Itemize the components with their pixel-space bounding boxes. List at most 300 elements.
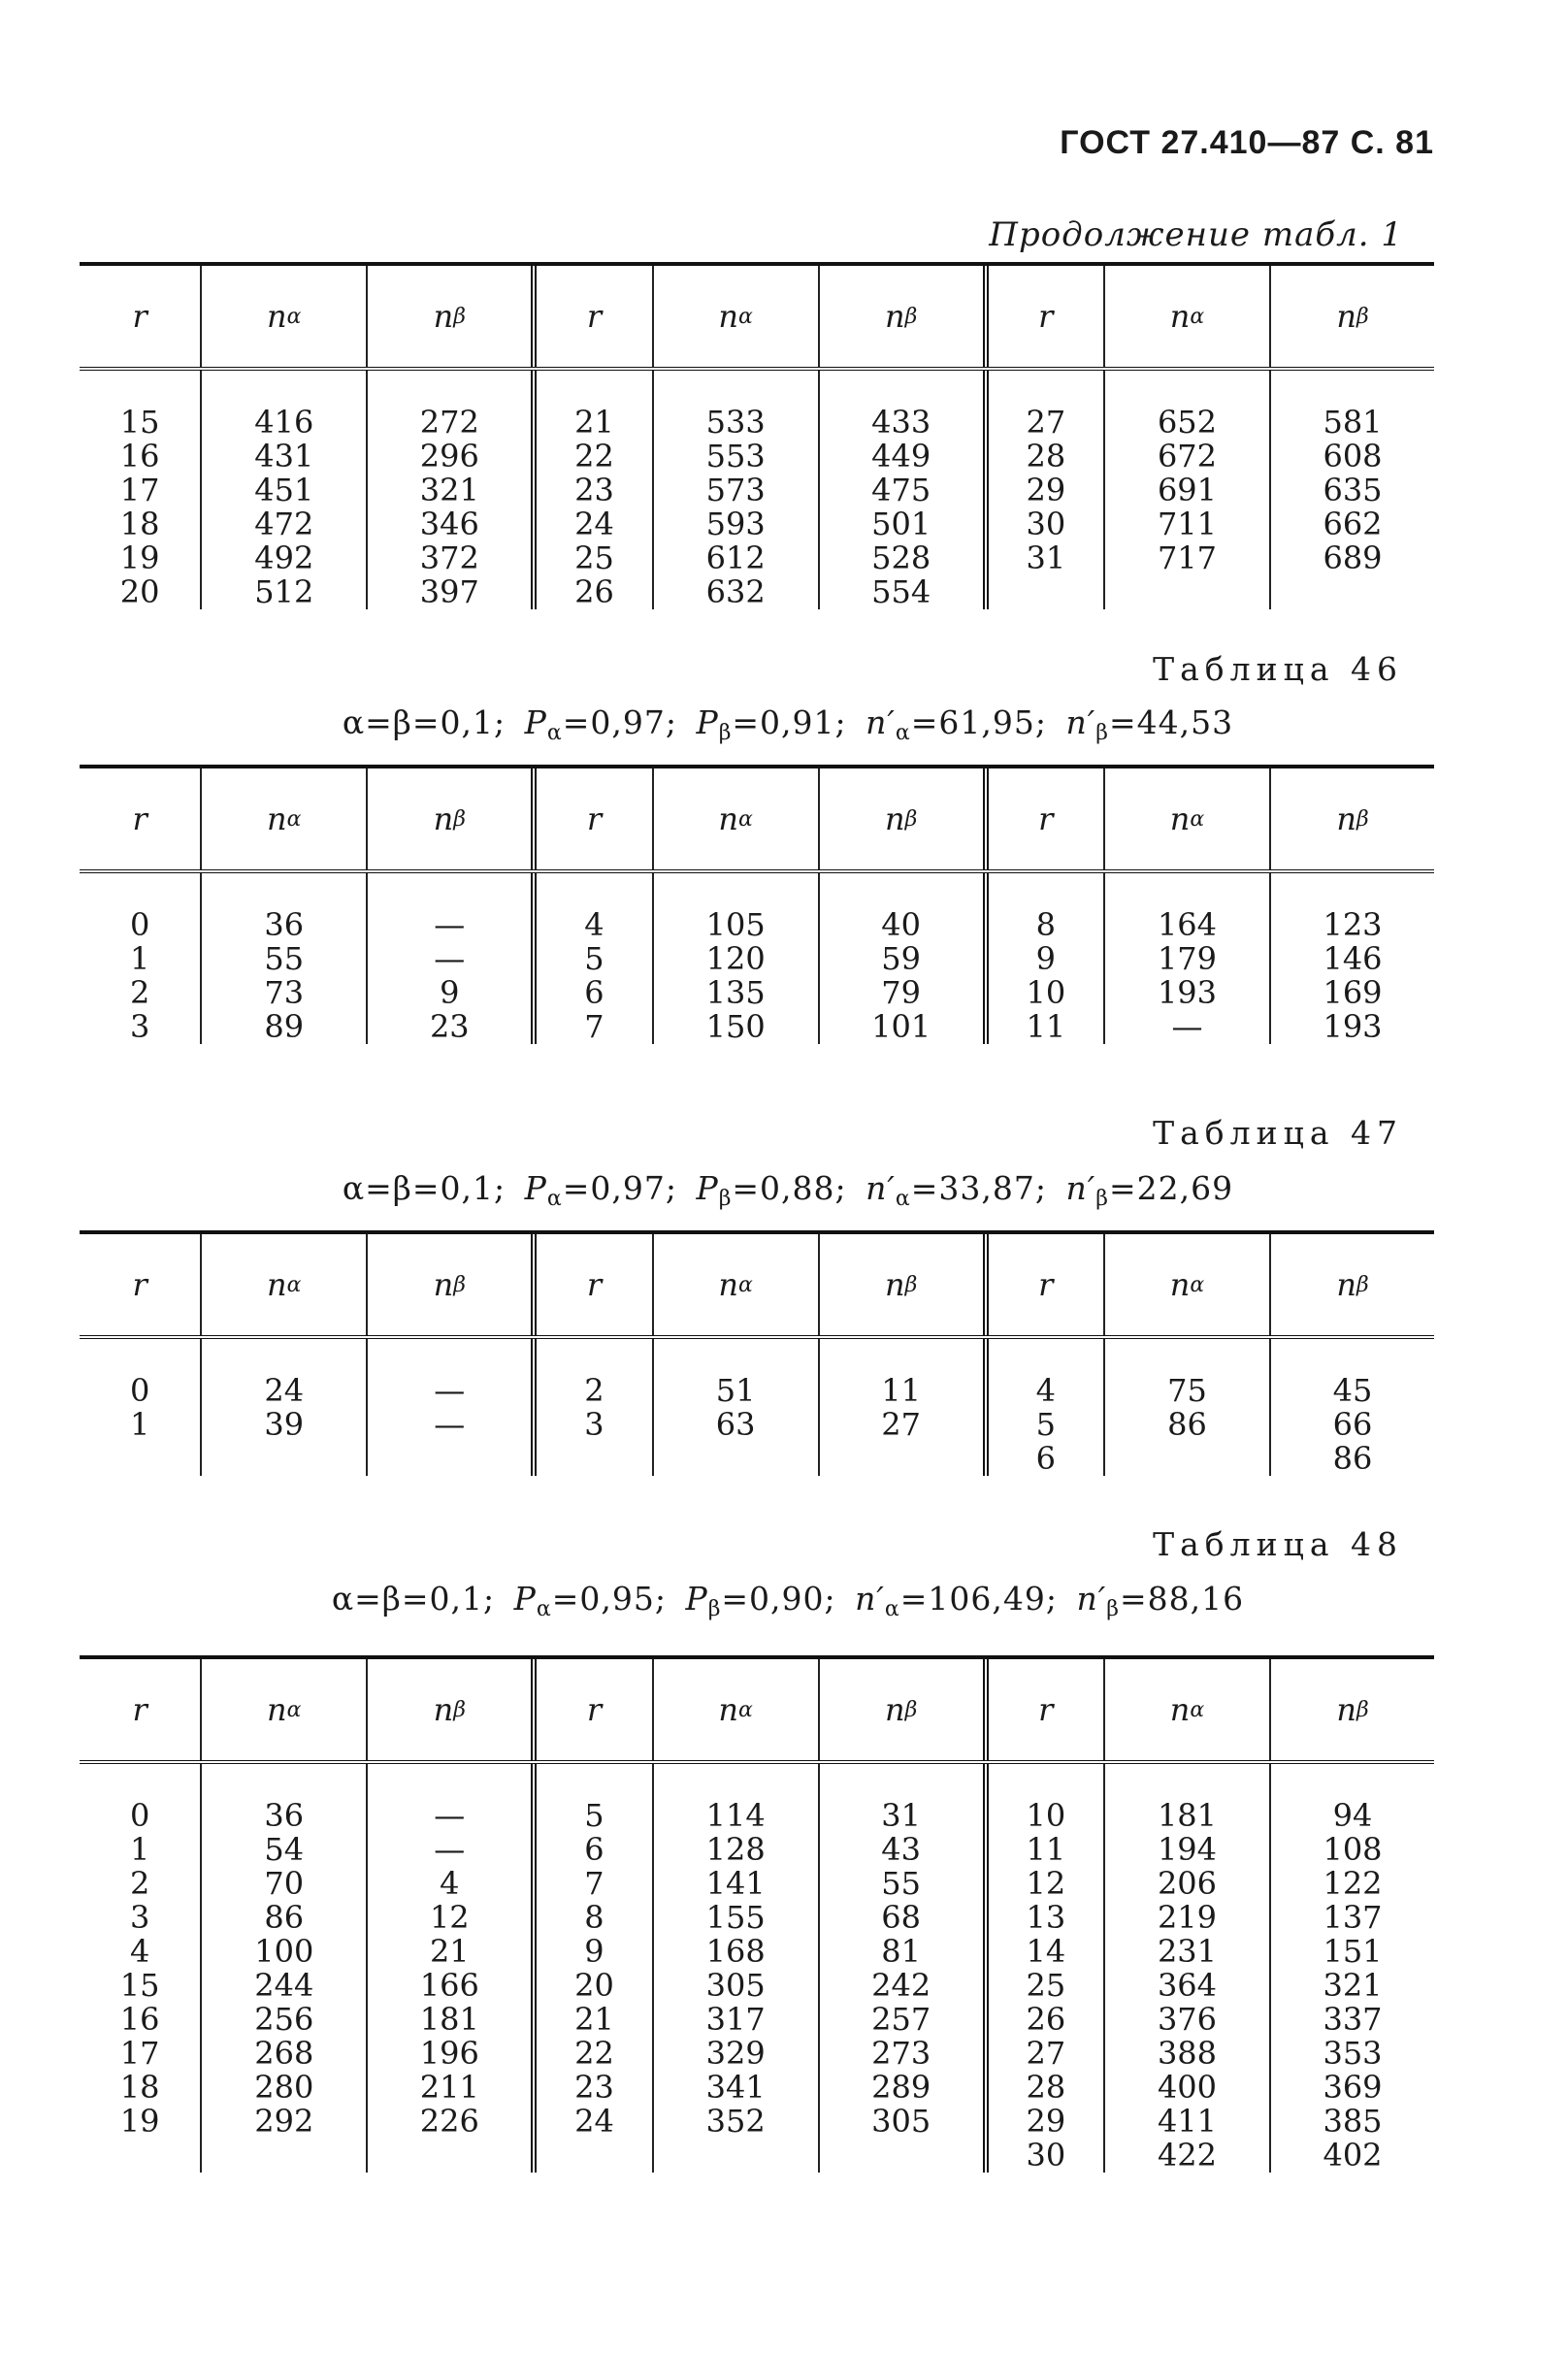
table-cell: 272 [419, 404, 479, 441]
table-cell: 2 [129, 974, 150, 1011]
table-cell: 273 [871, 2035, 931, 2072]
table-cell: 431 [254, 438, 314, 474]
table-cell: 168 [705, 1933, 766, 1970]
column-na [652, 1339, 818, 1476]
table-46 [80, 765, 1434, 1044]
table-cell: 23 [574, 472, 614, 508]
header-r: r [132, 801, 147, 837]
table-cell: 100 [254, 1933, 314, 1970]
header-n-beta: n β [366, 266, 531, 367]
table-cell: 717 [1157, 539, 1218, 576]
table-cell: 554 [871, 573, 931, 610]
table-cell: 612 [705, 539, 766, 576]
table-cell: 86 [264, 1899, 305, 1936]
table-cell: 353 [1323, 2035, 1383, 2072]
table-cell: 146 [1323, 940, 1383, 977]
table-cell: 166 [419, 1967, 479, 2004]
table-body [80, 1339, 1434, 1476]
table-cell: — [434, 1797, 466, 1834]
table-cell: 337 [1323, 2001, 1383, 2038]
table-cell: 449 [871, 438, 931, 474]
table-cell: 21 [429, 1933, 470, 1970]
column-r [531, 1339, 651, 1476]
column-r [983, 371, 1103, 609]
table-body [80, 873, 1434, 1044]
table-cell: 26 [574, 573, 614, 610]
table-cell: 31 [1026, 539, 1066, 576]
table-cell: 4 [129, 1933, 150, 1970]
table-cell: 73 [264, 974, 305, 1011]
param-3: $n'_\alpha=106,49$; [855, 1580, 1059, 1621]
param-2: $P_\beta=0,90$; [685, 1580, 836, 1621]
table-cell: 257 [871, 2001, 931, 2038]
header-n-beta: n β [818, 1234, 983, 1335]
table-cell: 280 [254, 2069, 314, 2106]
header-n-alpha: n α [200, 1659, 366, 1760]
table-cell: 17 [119, 472, 160, 508]
column-r [983, 1764, 1103, 2173]
table-cell: 59 [881, 940, 921, 977]
table-header [80, 1659, 1434, 1764]
table-cell: 533 [705, 404, 766, 441]
table-cell: 81 [881, 1933, 921, 1970]
table-cell: 292 [254, 2103, 314, 2140]
table-cell: 19 [119, 539, 160, 576]
header-n-beta: n β [818, 768, 983, 869]
column-r [983, 1339, 1103, 1476]
param-3: $n'_\alpha=33,87$; [866, 1169, 1048, 1211]
table-cell: 12 [429, 1899, 470, 1936]
table-cell: — [434, 1406, 466, 1443]
column-na [1103, 371, 1269, 609]
table-cell [1105, 1442, 1269, 1476]
table-46-params [0, 703, 1568, 745]
table-cell: 18 [119, 506, 160, 542]
table-cell: 28 [1026, 438, 1066, 474]
table-cell: 28 [1026, 2069, 1066, 2106]
header-n-beta: n β [1269, 1234, 1434, 1335]
header-n-beta: n β [1269, 768, 1434, 869]
header-n-alpha: n α [1103, 1234, 1269, 1335]
header-n-alpha: n α [1103, 266, 1269, 367]
table-cell: 10 [1026, 1797, 1066, 1834]
table-cell: 36 [264, 1797, 305, 1834]
param-2: $P_\beta=0,91$; [696, 703, 847, 745]
column-r [531, 371, 651, 609]
table-cell: 29 [1026, 2103, 1066, 2140]
table-cell: — [1171, 1008, 1203, 1045]
table-cell: 231 [1157, 1933, 1218, 1970]
column-nb [366, 371, 531, 609]
table-cell: 388 [1157, 2035, 1218, 2072]
table-cell: 9 [1035, 940, 1056, 977]
column-nb [818, 371, 983, 609]
table-cell: 89 [264, 1008, 305, 1045]
table-cell: 321 [419, 472, 479, 508]
table-cell: 369 [1323, 2069, 1383, 2106]
header-r: r [983, 1234, 1103, 1335]
table-cell: 25 [1026, 1967, 1066, 2004]
table-cell: 193 [1157, 974, 1218, 1011]
table-cell: 36 [264, 906, 305, 943]
column-na [200, 1339, 366, 1476]
column-r [80, 371, 200, 609]
table-cell: 635 [1323, 472, 1383, 508]
table-cell: 289 [871, 2069, 931, 2106]
table-cell: 12 [1026, 1865, 1066, 1902]
param-4: $n'_\beta=44,53$ [1065, 703, 1234, 745]
table-cell: 475 [871, 472, 931, 508]
table-cell: — [434, 940, 466, 977]
header-r: r [983, 768, 1103, 869]
table-cell: 9 [584, 1933, 604, 1970]
column-na [652, 1764, 818, 2173]
table-cell: 24 [574, 506, 614, 542]
table-cell: 422 [1157, 2137, 1218, 2173]
table-cell: 23 [574, 2069, 614, 2106]
table-cell: 194 [1157, 1831, 1218, 1868]
table-cell: 14 [1026, 1933, 1066, 1970]
table-cell: 24 [574, 2103, 614, 2140]
table-cell: 6 [1035, 1440, 1056, 1477]
table-cell: 22 [574, 438, 614, 474]
table-cell: 54 [264, 1831, 305, 1868]
table-cell: 4 [440, 1865, 460, 1902]
table-cell: 512 [254, 573, 314, 610]
table-cell: 75 [1167, 1372, 1207, 1409]
table-cell: 1 [129, 1406, 150, 1443]
table-cell: 30 [1026, 506, 1066, 542]
table-cell: 22 [574, 2035, 614, 2072]
table-cell: 141 [705, 1865, 766, 1902]
param-0: α=β=0,1; [342, 1169, 506, 1207]
header-n-beta: n β [818, 1659, 983, 1760]
column-na [652, 371, 818, 609]
table-cell: 55 [881, 1865, 921, 1902]
table-cell: 23 [429, 1008, 470, 1045]
table-47-caption: Таблица 47 [1153, 1114, 1403, 1152]
table-cell: 150 [705, 1008, 766, 1045]
column-r [80, 873, 200, 1044]
table-46-caption: Таблица 46 [1153, 650, 1403, 688]
column-nb [1269, 371, 1434, 609]
table-cell: 43 [881, 1831, 921, 1868]
table-cell: 8 [584, 1899, 604, 1936]
table-cell: 416 [254, 404, 314, 441]
table-cell: 122 [1323, 1865, 1383, 1902]
table-cell: 63 [715, 1406, 756, 1443]
table-cell: 10 [1026, 974, 1066, 1011]
table-cell: 27 [881, 1406, 921, 1443]
table-cell: 4 [1035, 1372, 1056, 1409]
table-header [80, 768, 1434, 873]
table-cell: 6 [584, 1831, 604, 1868]
continuation-note: Продолжение табл. 1 [989, 215, 1403, 254]
table-cell: 55 [264, 940, 305, 977]
header-n-alpha: n α [200, 266, 366, 367]
table-cell: 492 [254, 539, 314, 576]
table-cell: 376 [1157, 2001, 1218, 2038]
table-cell: 226 [419, 2103, 479, 2140]
header-n-beta: n β [1269, 1659, 1434, 1760]
table-cell: 11 [881, 1372, 921, 1409]
header-n-alpha: n α [652, 266, 818, 367]
table-cell: 244 [254, 1967, 314, 2004]
table-cell: 30 [1026, 2137, 1066, 2173]
header-n-alpha: n α [652, 768, 818, 869]
table-cell: 305 [705, 1967, 766, 2004]
table-cell: 86 [1332, 1440, 1373, 1477]
column-nb [366, 873, 531, 1044]
header-r: r [531, 1659, 651, 1760]
table-cell: 45 [1332, 1372, 1373, 1409]
table-cell: 11 [1026, 1008, 1066, 1045]
table-cell: 25 [574, 539, 614, 576]
table-cell: 79 [881, 974, 921, 1011]
table-cell: 593 [705, 506, 766, 542]
table-cell: 24 [264, 1372, 305, 1409]
table-cell: 8 [1035, 906, 1056, 943]
table-cell: — [434, 1372, 466, 1409]
table-cell: 691 [1157, 472, 1218, 508]
table-cell: 411 [1157, 2103, 1218, 2140]
header-n-beta: n β [366, 1659, 531, 1760]
table-cell: 15 [119, 404, 160, 441]
table-cell: 352 [705, 2103, 766, 2140]
table-cell: 66 [1332, 1406, 1373, 1443]
table-cell: 120 [705, 940, 766, 977]
column-r [80, 1764, 200, 2173]
header-n-beta: n β [818, 266, 983, 367]
param-1: $P_\alpha=0,97$; [524, 1169, 677, 1211]
table-cell: 20 [119, 573, 160, 610]
column-nb [818, 1339, 983, 1476]
table-cell: 16 [119, 438, 160, 474]
table-cell: 400 [1157, 2069, 1218, 2106]
table-cell: 689 [1323, 539, 1383, 576]
table-cell: 528 [871, 539, 931, 576]
table-cell: 155 [705, 1899, 766, 1936]
table-cell: 40 [881, 906, 921, 943]
table-cell: 27 [1026, 2035, 1066, 2072]
table-cell: 16 [119, 2001, 160, 2038]
table-cell: 3 [584, 1406, 604, 1443]
table-cell: 372 [419, 539, 479, 576]
column-nb [818, 873, 983, 1044]
table-cell: 1 [129, 1831, 150, 1868]
table-cell: 206 [1157, 1865, 1218, 1902]
table-cell: 151 [1323, 1933, 1383, 1970]
table-cell: 402 [1323, 2137, 1383, 2173]
table-cell: 553 [705, 438, 766, 474]
table-cell: 13 [1026, 1899, 1066, 1936]
table-cell: 268 [254, 2035, 314, 2072]
table-cell: — [434, 906, 466, 943]
column-na [200, 371, 366, 609]
table-cell: 27 [1026, 404, 1066, 441]
table-48 [80, 1655, 1434, 2173]
table-cell: 86 [1167, 1406, 1207, 1443]
header-n-alpha: n α [652, 1659, 818, 1760]
table-cell: 70 [264, 1865, 305, 1902]
param-2: $P_\beta=0,88$; [696, 1169, 847, 1211]
table-cell: 31 [881, 1797, 921, 1834]
table-cell: 169 [1323, 974, 1383, 1011]
table-cell: 672 [1157, 438, 1218, 474]
table-cell: 242 [871, 1967, 931, 2004]
column-na [200, 1764, 366, 2173]
table-continuation [80, 262, 1434, 609]
table-cell: 385 [1323, 2103, 1383, 2140]
column-nb [1269, 873, 1434, 1044]
table-cell: 15 [119, 1967, 160, 2004]
table-cell: 2 [129, 1865, 150, 1902]
header-n-alpha: n α [200, 1234, 366, 1335]
table-cell: 329 [705, 2035, 766, 2072]
table-cell: 3 [129, 1008, 150, 1045]
table-cell: 181 [1157, 1797, 1218, 1834]
table-cell: 105 [705, 906, 766, 943]
table-cell: 5 [1035, 1406, 1056, 1443]
column-r [80, 1339, 200, 1476]
table-cell: 341 [705, 2069, 766, 2106]
header-r: r [983, 1659, 1103, 1760]
header-n-beta: n β [1269, 266, 1434, 367]
table-cell: 179 [1157, 940, 1218, 977]
header-n-beta: n β [366, 768, 531, 869]
table-cell: — [434, 1831, 466, 1868]
table-cell: 123 [1323, 906, 1383, 943]
table-cell: 7 [584, 1008, 604, 1045]
table-cell: 18 [119, 2069, 160, 2106]
table-cell: 9 [440, 974, 460, 1011]
table-cell: 472 [254, 506, 314, 542]
table-cell: 652 [1157, 404, 1218, 441]
table-cell: 5 [584, 940, 604, 977]
header-n-alpha: n α [1103, 1659, 1269, 1760]
header-r: r [531, 768, 651, 869]
table-cell: 39 [264, 1406, 305, 1443]
table-cell: 581 [1323, 404, 1383, 441]
table-cell: 317 [705, 2001, 766, 2038]
table-cell: 108 [1323, 1831, 1383, 1868]
table-cell: 397 [419, 573, 479, 610]
column-na [1103, 1339, 1269, 1476]
header-r: r [531, 1234, 651, 1335]
table-cell: 256 [254, 2001, 314, 2038]
column-na [1103, 873, 1269, 1044]
table-47-params [0, 1169, 1568, 1211]
table-cell: 4 [584, 906, 604, 943]
table-cell: 211 [419, 2069, 479, 2106]
table-cell: 11 [1026, 1831, 1066, 1868]
table-body [80, 1764, 1434, 2173]
column-r [531, 1764, 651, 2173]
table-cell: 193 [1323, 1008, 1383, 1045]
table-cell: 196 [419, 2035, 479, 2072]
table-cell: 321 [1323, 1967, 1383, 2004]
table-cell: 68 [881, 1899, 921, 1936]
column-r [531, 873, 651, 1044]
header-r: r [132, 1266, 147, 1303]
table-cell: 19 [119, 2103, 160, 2140]
header-n-beta: n β [366, 1234, 531, 1335]
table-cell: 451 [254, 472, 314, 508]
table-cell: 305 [871, 2103, 931, 2140]
header-r: r [983, 266, 1103, 367]
table-cell: 296 [419, 438, 479, 474]
table-cell: 7 [584, 1865, 604, 1902]
table-cell: 181 [419, 2001, 479, 2038]
table-cell: 364 [1157, 1967, 1218, 2004]
table-cell: 51 [715, 1372, 756, 1409]
table-header [80, 266, 1434, 371]
table-cell: 26 [1026, 2001, 1066, 2038]
param-1: $P_\alpha=0,95$; [513, 1580, 667, 1621]
table-cell: 128 [705, 1831, 766, 1868]
table-cell: 1 [129, 940, 150, 977]
table-cell: 29 [1026, 472, 1066, 508]
column-nb [818, 1764, 983, 2173]
param-4: $n'_\beta=22,69$ [1065, 1169, 1234, 1211]
column-na [652, 873, 818, 1044]
table-cell: 632 [705, 573, 766, 610]
table-cell: 20 [574, 1967, 614, 2004]
param-3: $n'_\alpha=61,95$; [866, 703, 1048, 745]
table-body [80, 371, 1434, 609]
table-cell: 164 [1157, 906, 1218, 943]
header-r: r [132, 1691, 147, 1728]
table-cell: 6 [584, 974, 604, 1011]
table-cell: 608 [1323, 438, 1383, 474]
param-1: $P_\alpha=0,97$; [524, 703, 677, 745]
table-cell: 17 [119, 2035, 160, 2072]
table-cell: 0 [129, 1372, 150, 1409]
table-cell: 137 [1323, 1899, 1383, 1936]
table-cell: 219 [1157, 1899, 1218, 1936]
table-cell: 5 [584, 1797, 604, 1834]
table-cell: 0 [129, 1797, 150, 1834]
table-cell: 433 [871, 404, 931, 441]
table-cell: 21 [574, 404, 614, 441]
param-0: α=β=0,1; [331, 1580, 496, 1618]
header-n-alpha: n α [200, 768, 366, 869]
table-cell: 573 [705, 472, 766, 508]
table-cell: 0 [129, 906, 150, 943]
table-cell: 101 [871, 1008, 931, 1045]
header-r: r [132, 298, 147, 335]
column-r [983, 873, 1103, 1044]
table-cell: 135 [705, 974, 766, 1011]
table-cell: 346 [419, 506, 479, 542]
param-0: α=β=0,1; [342, 703, 506, 741]
table-cell: 501 [871, 506, 931, 542]
header-r: r [531, 266, 651, 367]
column-nb [1269, 1764, 1434, 2173]
table-cell: 711 [1157, 506, 1218, 542]
table-cell: 94 [1332, 1797, 1373, 1834]
column-nb [366, 1339, 531, 1476]
header-n-alpha: n α [1103, 768, 1269, 869]
column-nb [1269, 1339, 1434, 1476]
table-48-caption: Таблица 48 [1153, 1525, 1403, 1563]
table-cell: 114 [705, 1797, 766, 1834]
table-cell: 662 [1323, 506, 1383, 542]
column-na [1103, 1764, 1269, 2173]
param-4: $n'_\beta=88,16$ [1076, 1580, 1245, 1621]
table-48-params [0, 1580, 1568, 1621]
page-header: ГОСТ 27.410—87 С. 81 [1060, 124, 1434, 161]
